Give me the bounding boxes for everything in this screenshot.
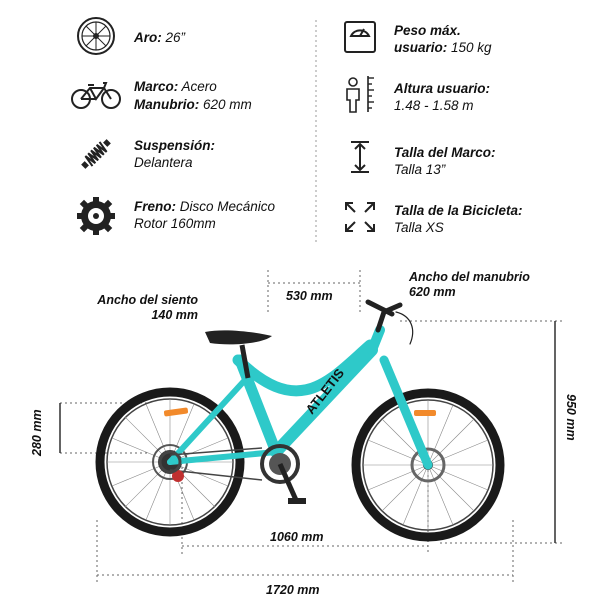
seat-width-dimension xyxy=(80,293,198,323)
total-length-dimension xyxy=(266,583,320,598)
seat-width-value: 140 mm xyxy=(151,308,198,322)
wheelbase-dimension xyxy=(270,530,324,545)
spec-altura-value: 1.48 - 1.58 m xyxy=(394,98,474,113)
spec-manubrio-value: 620 mm xyxy=(203,97,252,112)
spec-talla-bici-value: Talla XS xyxy=(394,220,444,235)
total-height-dimension xyxy=(564,394,578,441)
spec-talla-marco-value: Talla 13” xyxy=(394,162,446,177)
seat-width-label: Ancho del siento xyxy=(97,293,198,307)
spec-freno-label: Freno: xyxy=(134,199,176,214)
total-length-value: 1720 mm xyxy=(266,583,320,597)
spec-peso-value: 150 kg xyxy=(451,40,492,55)
spec-suspension-label: Suspensión: xyxy=(134,138,216,153)
seat-height-dimension xyxy=(30,409,44,456)
handlebar-width-value: 620 mm xyxy=(409,285,456,299)
total-height-value: 950 mm xyxy=(564,394,578,441)
seat-height-value: 280 mm xyxy=(30,409,44,456)
frame-brand-text: ATLETIS xyxy=(302,365,348,417)
wheelbase-value: 1060 mm xyxy=(270,530,324,544)
spec-marco-label: Marco: xyxy=(134,79,179,94)
spec-peso-label2: usuario: xyxy=(394,40,448,55)
spec-freno-value: Disco Mecánico xyxy=(179,199,276,214)
spec-altura-label: Altura usuario: xyxy=(394,81,491,96)
spec-talla-bici-label: Talla de la Bicicleta: xyxy=(394,203,523,218)
handlebar-width-label: Ancho del manubrio xyxy=(409,270,530,284)
spec-peso-label1: Peso máx. xyxy=(394,23,461,38)
top-reach-dimension xyxy=(286,289,333,304)
spec-talla-marco-label: Talla del Marco: xyxy=(394,145,496,160)
spec-suspension-value: Delantera xyxy=(134,155,193,170)
spec-aro-label: Aro: xyxy=(134,30,162,45)
spec-manubrio-label: Manubrio: xyxy=(134,97,200,112)
handlebar-width-dimension xyxy=(409,270,530,300)
bike-frame xyxy=(170,330,428,465)
spec-rotor-value: Rotor 160mm xyxy=(134,216,216,231)
spec-aro-value: 26” xyxy=(165,30,186,45)
spec-marco-value: Acero xyxy=(181,79,217,94)
top-reach-value: 530 mm xyxy=(286,289,333,303)
